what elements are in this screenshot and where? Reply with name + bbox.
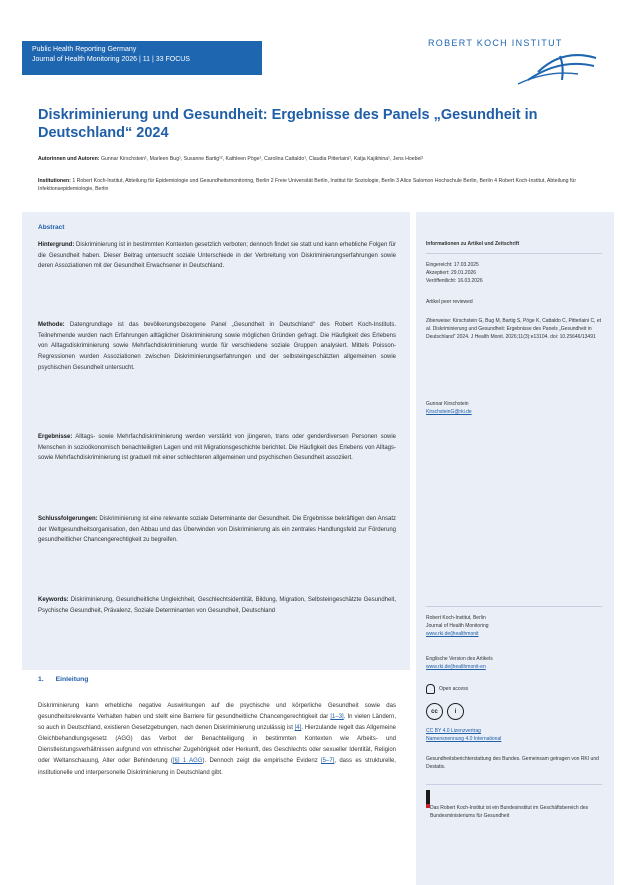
english-label: Englische Version des Artikels <box>426 656 493 662</box>
published-date: Veröffentlicht: 16.03.2026 <box>426 278 483 285</box>
intro-text: . In vielen Ländern, so auch in Deutschland, existieren Gesetzgebungen, nach denen Diskriminierung unzulässig ist <box>38 714 396 732</box>
intro-text: ). Dennoch zeigt die empirische Evidenz <box>202 758 322 765</box>
open-access <box>426 684 602 694</box>
license-text <box>426 727 602 743</box>
cc-license-badges[interactable] <box>426 703 464 720</box>
results-text: Alltags- sowie Mehrfachdiskriminierung werden verstärkt von jüngeren, trans oder genderdiversen Personen sowie Menschen in sozioökonomisch benachteiligten Lagen und mit Migrationsgeschichte berichtet. Die Häufigkeit des Erlebens von Alltags- sowie Mehrfachdiskriminierung ist graduell mit einer schlechteren allgemeinen und psychischen Gesundheit assoziiert. <box>38 434 396 462</box>
methods-label: Methode: <box>38 322 65 328</box>
english-link[interactable]: www.rki.de/jhealthmonit-en <box>426 664 486 671</box>
intro-text: Diskriminierung kann erhebliche negative Auswirkungen auf die psychische und körperliche Gesundheit sowie das gesundheitsrelevante Verhalten haben und stellt eine Barriere für gesundheitliche Chancengerechtigkeit dar <box>38 703 396 721</box>
rki-logo[interactable] <box>428 38 588 88</box>
article-title: Diskriminierung und Gesundheit: Ergebnisse des Panels „Gesundheit in Deutschland“ 2024 <box>38 107 538 142</box>
institutions-text: 1 Robert Koch-Institut, Abteilung für Epidemiologie und Gesundheitsmonitoring, Berlin 2 Freie Universität Berlin, Institut für Soziologie, Berlin 3 Alice Salomon Hochschule Berlin, Berlin 4 Robert Koch-Institut, Abteilung für Infektionsepidemiologie, Berlin <box>38 178 577 192</box>
intro-text: . Hierzulande regelt das Allgemeine Gleichbehandlungsgesetz (AGG) das Verbot der Benachteiligung in bestimmten Kontexten wie Arbeits- und Dienstleistungsverhältnissen aufgrund von ethnischer Zugehörigkeit oder Herkunft, des Geschlechts oder sexueller Identität, Religion oder Weltanschauung, Alter oder Behinderung <box>38 725 396 765</box>
open-access-label: Open access <box>439 685 469 692</box>
reference-link[interactable]: [4] <box>294 725 302 732</box>
publisher-line-2: Journal of Health Monitoring <box>426 623 489 630</box>
cc-icon: cc <box>426 703 443 720</box>
publisher-info <box>426 614 602 638</box>
authors-text: Gunnar Kirschstein¹, Marleen Bug¹, Susanne Bartig¹², Kathleen Pöge¹, Carolina Cattaldo¹, Claudia Pitterlaini¹, Katja Kajikhina¹, Jens Hoebel¹ <box>100 156 424 162</box>
reference-link[interactable]: [§] 1 AGG <box>172 758 203 765</box>
citation: Zitierweise: Kirschstein G, Bug M, Bartig S, Pöge K, Cattaldo C, Pitterlaini C, et al. Diskriminierung und Gesundheit: Ergebnisse des Panels „Gesundheit in Deutschland“ 2024. J Health Monit. 2026;11(3):e13104. doi: 10.25646/13491 <box>426 318 602 341</box>
abstract-results <box>38 432 396 464</box>
english-version <box>426 655 602 671</box>
peer-review-note: Artikel peer reviewed <box>426 299 473 305</box>
by-attribution-icon: i <box>447 703 464 720</box>
info-title: Informationen zu Artikel und Zeitschrift <box>426 241 520 247</box>
introduction-paragraph: Diskriminierung kann erhebliche negative Auswirkungen auf die psychische und körperliche Gesundheit sowie das gesundheitsrelevante Verhalten haben und stellt eine Barriere für gesundheitliche Chancengerechtigkeit dar [1–3]. In vielen Ländern, so auch in Deutschland, existieren Gesetzgebungen, nach denen Diskriminierung unzulässig ist [4]. Hierzulande regelt das Allgemeine Gleichbehandlungsgesetz (AGG) das Verbot der Benachteiligung in bestimmten Kontexten wie Arbeits- und Dienstleistungsverhältnissen aufgrund von ethnischer Zugehörigkeit oder Herkunft, des Geschlechts oder sexueller Identität, Religion oder Weltanschauung, Alter oder Behinderung ([§] 1 AGG). Dennoch zeigt die empirische Evidenz [5–7], dass es strukturelle, institutionelle und interpersonelle Diskriminierung in Deutschland gibt. <box>38 703 396 776</box>
authors <box>38 156 586 164</box>
contact-name: Gunnar Kirschstein <box>426 401 469 407</box>
abstract-keywords <box>38 595 396 616</box>
methods-text: Datengrundlage ist das bevölkerungsbezogene Panel „Gesundheit in Deutschland“ des Robert Koch-Instituts. Teilnehmende wurden nach Erfahrungen alltäglicher Diskriminierung sowie möglichen Gründen gefragt. Die Häufigkeit des Erlebens von Alltagsdiskriminierung sowie Mehrfachdiskriminierung wurde für verschiedene soziale Gruppen analysiert. Mittels Poisson-Regressionen wurden Assoziationen zwischen Diskriminierungserfahrungen und der selbsteingeschätzten allgemeinen sowie psychischen Gesundheit untersucht. <box>38 322 396 371</box>
contact <box>426 400 602 416</box>
institutions-label: Institutionen: <box>38 178 71 184</box>
federal-institute-note: Das Robert Koch-Institut ist ein Bundesinstitut im Geschäftsbereich des Bundesministeriums für Gesundheit <box>430 805 589 820</box>
section-heading-introduction <box>38 676 88 683</box>
background-label: Hintergrund: <box>38 242 75 248</box>
sidebar-divider <box>426 606 602 607</box>
intro-text: , dass es strukturelle, institutionelle und interpersonelle Diskriminierung in Deutschland gibt. <box>38 758 396 776</box>
abstract-heading: Abstract <box>38 224 65 231</box>
conclusions-text: Diskriminierung ist eine relevante soziale Determinante der Gesundheit. Die Ergebnisse bekräftigen den Ansatz der Weltgesundheitsorganisation, den Abbau und das Überwinden von Diskriminierung als ein zentrales Handlungsfeld zur Förderung gesundheitlicher Chancengerechtigkeit zu begreifen. <box>38 516 396 544</box>
section-title: Einleitung <box>55 676 89 683</box>
license-link-2[interactable]: Namensnennung 4.0 International <box>426 736 502 743</box>
abstract-conclusions <box>38 514 396 546</box>
open-access-lock-icon <box>426 684 435 694</box>
article-dates <box>426 261 602 285</box>
abstract-methods <box>38 320 396 373</box>
contact-email-link[interactable]: KirschsteinG@rki.de <box>426 409 472 416</box>
header-line-2: Journal of Health Monitoring 2026 | 11 | 33 FOCUS <box>32 56 190 64</box>
keywords-label: Keywords: <box>38 597 69 603</box>
sidebar-divider <box>426 253 602 254</box>
journal-header-band <box>22 41 262 75</box>
abstract-background <box>38 240 396 272</box>
federal-eagle-icon <box>426 790 430 804</box>
sidebar-divider <box>426 784 602 785</box>
keywords-text: Diskriminierung, Gesundheitliche Ungleichheit, Geschlechtsidentität, Bildung, Migration, Selbsteingeschätzte Gesundheit, Psychische Gesundheit, Prävalenz, Soziale Determinanten von Gesundheit, Deutschland <box>38 597 396 614</box>
institutions <box>38 178 586 194</box>
rki-name: ROBERT KOCH INSTITUT <box>428 38 563 48</box>
authors-label: Autorinnen und Autoren: <box>38 156 100 162</box>
section-number: 1. <box>38 676 44 683</box>
results-label: Ergebnisse: <box>38 434 73 440</box>
publisher-link[interactable]: www.rki.de/jhealthmonit <box>426 631 479 638</box>
funding-note: Gesundheitsberichterstattung des Bundes. Gemeinsam getragen von RKI und Destatis. <box>426 756 599 771</box>
submitted-date: Eingereicht: 17.03.2025 <box>426 262 479 268</box>
reference-link[interactable]: [1–3] <box>330 714 344 721</box>
license-link-1[interactable]: CC BY 4.0 Lizenzvertrag <box>426 728 481 734</box>
rki-eagle-mark-icon <box>508 50 598 86</box>
reference-link[interactable]: [5–7] <box>321 758 335 765</box>
conclusions-label: Schlussfolgerungen: <box>38 516 98 522</box>
background-text: Diskriminierung ist in bestimmten Kontexten gesetzlich verboten; dennoch findet sie statt und kann erhebliche Folgen für die Gesundheit haben. Dieser Beitrag untersucht soziale Unterschiede in der Verbreitung von Diskriminierungserfahrungen sowie deren Assoziationen mit der Gesundheit Erwachsener in Deutschland. <box>38 242 396 270</box>
header-line-1: Public Health Reporting Germany <box>32 46 137 53</box>
publisher-line-1: Robert Koch-Institut, Berlin <box>426 615 486 621</box>
accepted-date: Akzeptiert: 29.01.2026 <box>426 270 477 277</box>
